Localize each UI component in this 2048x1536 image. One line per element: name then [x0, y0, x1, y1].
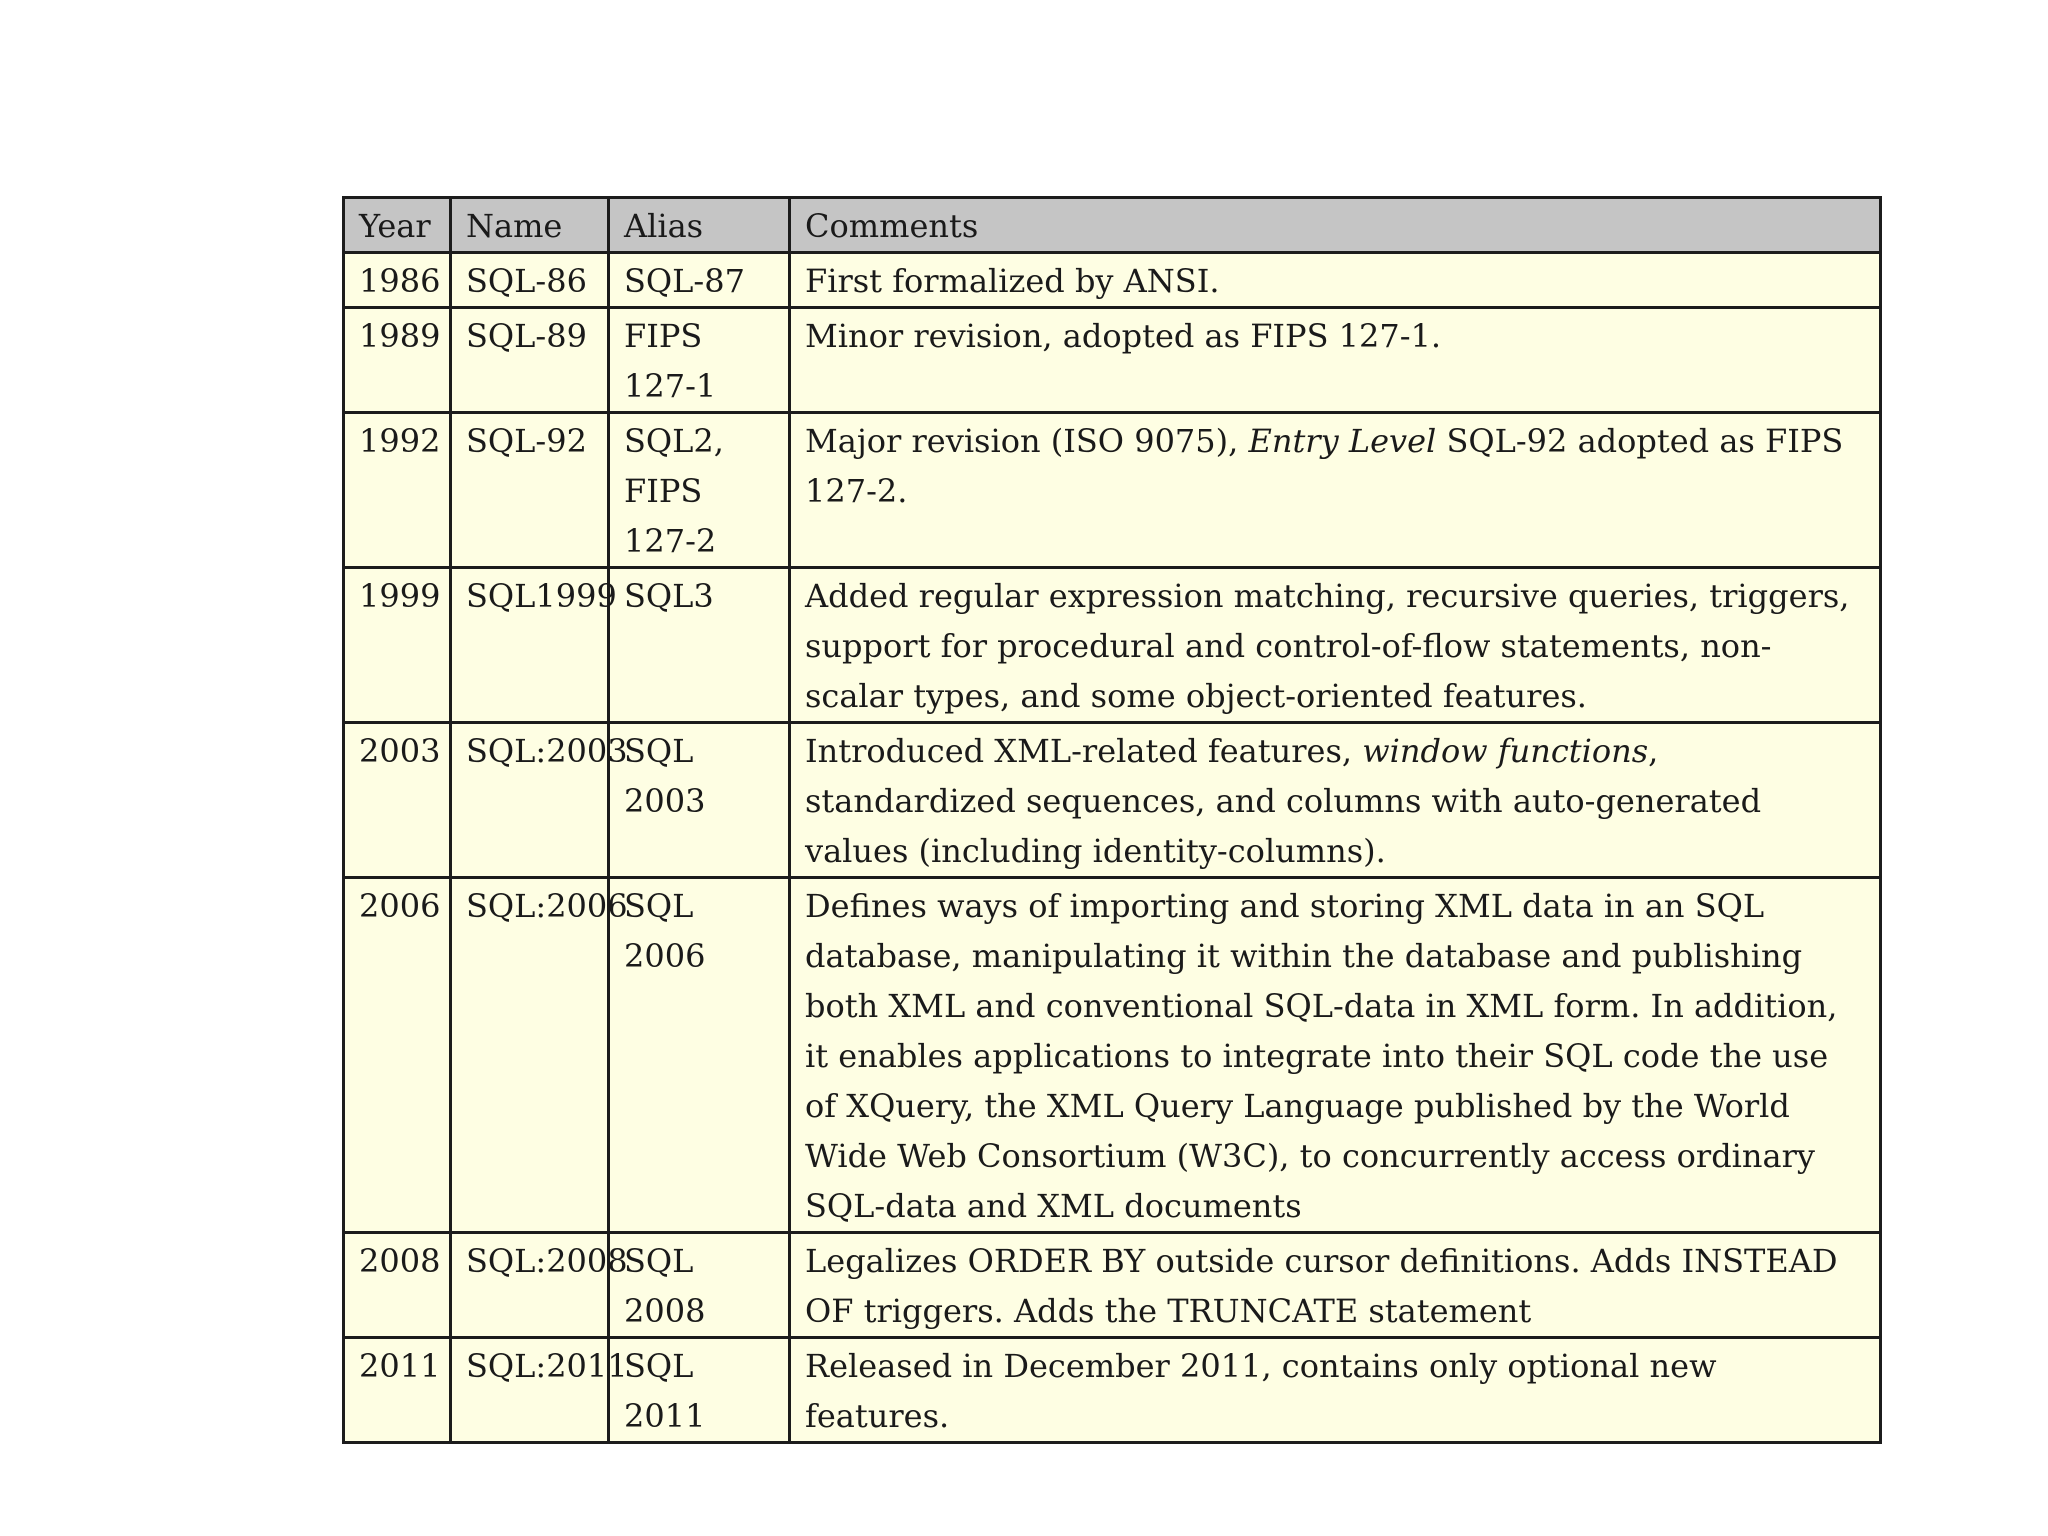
cell-name: SQL:2006: [451, 878, 609, 1233]
cell-name: SQL:2008: [451, 1233, 609, 1338]
table-body: [344, 253, 1881, 1443]
sql-standards-table: [342, 196, 1882, 1444]
cell-comments: [790, 723, 1881, 878]
cell-comments: [790, 308, 1881, 413]
cell-year: 2008: [344, 1233, 451, 1338]
header-row: [344, 198, 1881, 253]
comment-italic-text: window functions: [1362, 732, 1649, 770]
cell-alias: SQL 2003: [609, 723, 790, 878]
table-row: [344, 723, 1881, 878]
comment-text: Minor revision, adopted as FIPS 127-1.: [805, 317, 1442, 355]
cell-name: SQL:2003: [451, 723, 609, 878]
comment-text: Defines ways of importing and storing XML data in an SQL database, manipulating it within the database and publishing both XML and conventional SQL-data in XML form. In addition, it enables applications to integrate into their SQL code the use of XQuery, the XML Query Language published by the World Wide Web Consortium (W3C), to concurrently access ordinary SQL-data and XML documents: [805, 887, 1838, 1225]
cell-name: SQL1999: [451, 568, 609, 723]
cell-comments: [790, 253, 1881, 308]
table-header: [344, 198, 1881, 253]
cell-name: SQL:2011: [451, 1338, 609, 1443]
cell-alias: SQL 2006: [609, 878, 790, 1233]
table-row: [344, 253, 1881, 308]
cell-name: SQL-92: [451, 413, 609, 568]
cell-comments: [790, 878, 1881, 1233]
comment-text: Major revision (ISO 9075),: [805, 422, 1249, 460]
cell-comments: [790, 568, 1881, 723]
table-row: [344, 1233, 1881, 1338]
table-row: [344, 568, 1881, 723]
cell-year: 2003: [344, 723, 451, 878]
cell-comments: [790, 413, 1881, 568]
cell-year: 1999: [344, 568, 451, 723]
cell-year: 1986: [344, 253, 451, 308]
comment-text: Added regular expression matching, recursive queries, triggers, support for procedural and control-of-flow statements, non-scalar types, and some object-oriented features.: [805, 577, 1850, 715]
header-name: Name: [451, 198, 609, 253]
header-year: Year: [344, 198, 451, 253]
comment-text: Legalizes ORDER BY outside cursor definitions. Adds INSTEAD OF triggers. Adds the TRUNCATE statement: [805, 1242, 1838, 1330]
cell-alias: SQL3: [609, 568, 790, 723]
table-row: [344, 308, 1881, 413]
cell-name: SQL-89: [451, 308, 609, 413]
comment-text: First formalized by ANSI.: [805, 262, 1220, 300]
cell-comments: [790, 1233, 1881, 1338]
cell-alias: SQL 2011: [609, 1338, 790, 1443]
table-row: [344, 1338, 1881, 1443]
table-row: [344, 878, 1881, 1233]
cell-year: 2011: [344, 1338, 451, 1443]
comment-text: , standardized sequences, and columns with auto-generated values (including identity-columns).: [805, 732, 1762, 870]
cell-year: 1989: [344, 308, 451, 413]
cell-year: 2006: [344, 878, 451, 1233]
cell-comments: [790, 1338, 1881, 1443]
comment-text: SQL-92 adopted as FIPS 127-2.: [805, 422, 1844, 510]
header-alias: Alias: [609, 198, 790, 253]
cell-alias: SQL-87: [609, 253, 790, 308]
cell-alias: SQL2, FIPS 127-2: [609, 413, 790, 568]
cell-year: 1992: [344, 413, 451, 568]
comment-italic-text: Entry Level: [1248, 422, 1437, 460]
comment-text: Released in December 2011, contains only optional new features.: [805, 1347, 1717, 1435]
cell-name: SQL-86: [451, 253, 609, 308]
header-comments: Comments: [790, 198, 1881, 253]
cell-alias: FIPS 127-1: [609, 308, 790, 413]
table-row: [344, 413, 1881, 568]
cell-alias: SQL 2008: [609, 1233, 790, 1338]
comment-text: Introduced XML-related features,: [805, 732, 1363, 770]
